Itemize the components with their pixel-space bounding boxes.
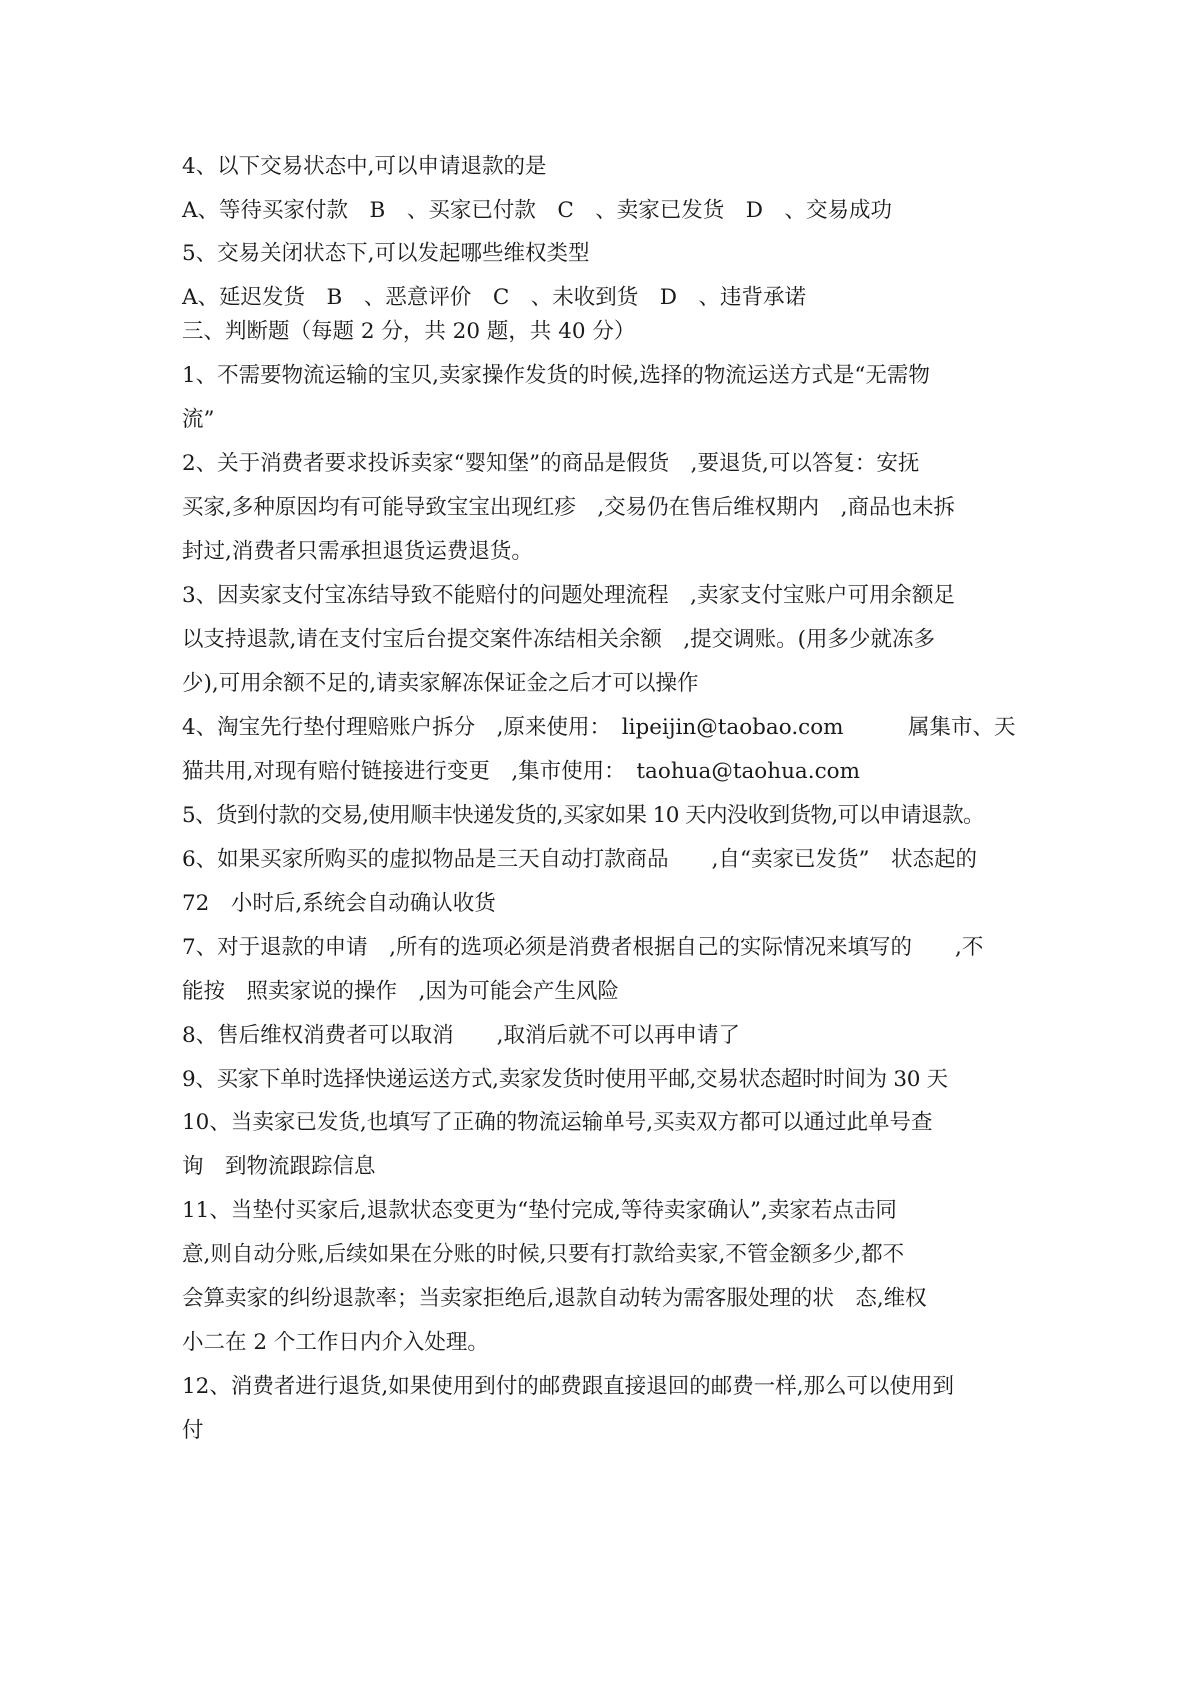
judgment-line: 2、关于消费者要求投诉卖家“婴知堡”的商品是假货 ,要退货,可以答复：安抚 — [182, 451, 920, 476]
judgment-line: 3、因卖家支付宝冻结导致不能赔付的问题处理流程 ,卖家支付宝账户可用余额足 — [182, 583, 956, 608]
judgment-line: 付 — [182, 1418, 204, 1443]
judgment-line: 询 到物流跟踪信息 — [182, 1154, 376, 1179]
judgment-item-5 — [182, 801, 1022, 831]
judgment-item-6 — [182, 845, 1022, 919]
judgment-line: 买家,多种原因均有可能导致宝宝出现红疹 ,交易仍在售后维权期内 ,商品也未拆 — [182, 495, 956, 520]
judgment-line: 会算卖家的纠纷退款率；当卖家拒绝后,退款自动转为需客服处理的状 态,维权 — [182, 1286, 927, 1311]
judgment-line: 封过,消费者只需承担退货运费退货。 — [182, 539, 533, 564]
judgment-line: 72 小时后,系统会自动确认收货 — [182, 891, 496, 916]
judgment-item-12 — [182, 1372, 1022, 1446]
question-5: 5、交易关闭状态下,可以发起哪些维权类型 — [182, 241, 590, 266]
judgment-line: 流” — [182, 407, 215, 432]
judgment-item-4 — [182, 713, 1022, 787]
judgment-item-1 — [182, 361, 1022, 435]
judgment-line: 6、如果买家所购买的虚拟物品是三天自动打款商品 ,自“卖家已发货” 状态起的 — [182, 847, 977, 872]
judgment-item-8 — [182, 1021, 1022, 1051]
judgment-line: 5、货到付款的交易,使用顺丰快递发货的,买家如果 10 天内没收到货物,可以申请退款。 — [182, 803, 984, 828]
document-page — [182, 152, 1022, 1446]
judgment-line: 11、当垫付买家后,退款状态变更为“垫付完成,等待卖家确认”,卖家若点击同 — [182, 1198, 897, 1223]
judgment-line: 12、消费者进行退货,如果使用到付的邮费跟直接退回的邮费一样,那么可以使用到 — [182, 1374, 955, 1399]
judgment-line: 10、当卖家已发货,也填写了正确的物流运输单号,买卖双方都可以通过此单号查 — [182, 1110, 933, 1135]
judgment-line: 9、买家下单时选择快递运送方式,卖家发货时使用平邮,交易状态超时时间为 30 天 — [182, 1067, 948, 1092]
judgment-line: 少),可用余额不足的,请卖家解冻保证金之后才可以操作 — [182, 671, 699, 696]
judgment-item-7 — [182, 933, 1022, 1007]
judgment-line: 7、对于退款的申请 ,所有的选项必须是消费者根据自己的实际情况来填写的 ,不 — [182, 935, 984, 960]
judgment-line: 小二在 2 个工作日内介入处理。 — [182, 1330, 489, 1355]
question-4-options: A、等待买家付款 B 、买家已付款 C 、卖家已发货 D 、交易成功 — [182, 198, 893, 223]
question-5-options: A、延迟发货 B 、恶意评价 C 、未收到货 D 、违背承诺 — [182, 285, 807, 310]
judgment-item-11 — [182, 1196, 1022, 1358]
judgment-line: 猫共用,对现有赔付链接进行变更 ,集市使用： taohua@taohua.com — [182, 759, 860, 784]
judgment-item-10 — [182, 1108, 1022, 1182]
judgment-line: 4、淘宝先行垫付理赔账户拆分 ,原来使用： lipeijin@taobao.com 属集市、天 — [182, 715, 1016, 740]
question-4: 4、以下交易状态中,可以申请退款的是 — [182, 154, 547, 179]
judgment-line: 能按 照卖家说的操作 ,因为可能会产生风险 — [182, 979, 619, 1004]
judgment-item-3 — [182, 581, 1022, 699]
section-3-heading: 三、判断题（每题 2 分，共 20 题，共 40 分） — [182, 319, 636, 344]
judgment-line: 以支持退款,请在支付宝后台提交案件冻结相关余额 ,提交调账。(用多少就冻多 — [182, 627, 936, 652]
judgment-line: 1、不需要物流运输的宝贝,卖家操作发货的时候,选择的物流运送方式是“无需物 — [182, 363, 930, 388]
judgment-line: 意,则自动分账,后续如果在分账的时候,只要有打款给卖家,不管金额多少,都不 — [182, 1242, 905, 1267]
judgment-line: 8、售后维权消费者可以取消 ,取消后就不可以再申请了 — [182, 1023, 741, 1048]
judgment-item-9 — [182, 1065, 1022, 1095]
judgment-list — [182, 361, 1022, 1446]
judgment-item-2 — [182, 449, 1022, 567]
